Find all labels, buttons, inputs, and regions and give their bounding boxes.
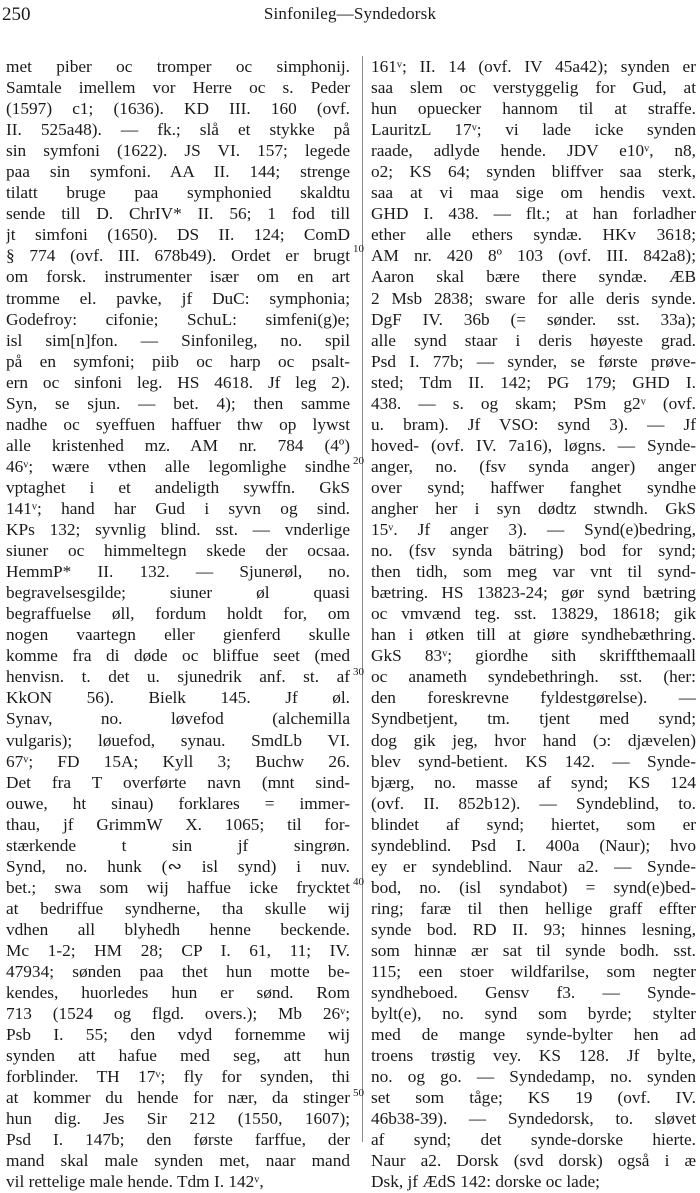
text-line: hoved- (ovf. IV. 7a16), løgns. — Synde- (371, 435, 696, 455)
text-line: oc anameth syndebethringh. sst. (her: (371, 667, 696, 687)
text-line: alle kristenhed mz. AM nr. 784 (4º) (6, 435, 350, 455)
text-line: med de mange synde-bylter hen ad (371, 1025, 696, 1045)
text-line: henvisn. t. det u. sjunedrik anf. st. af (6, 667, 350, 687)
line-number-marker: 10 (353, 243, 364, 255)
text-line: jt simfoni (1650). DS II. 124; ComD (6, 225, 350, 245)
text-line: sted; Tdm II. 142; PG 179; GHD I. (371, 372, 696, 392)
text-line: oc vmvænd teg. sst. 13829, 18618; gik (371, 604, 696, 624)
text-line: no. (fsv synda bätring) bod for synd; (371, 541, 696, 561)
text-line: ey er syndeblind. Naur a2. — Synde- (371, 856, 696, 876)
text-line: nogen vaartegn eller gienferd skulle (6, 625, 350, 645)
text-line: over synd; haffwer fanghet syndhe (371, 477, 696, 497)
text-line: HemmP* II. 132. — Sjunerøl, no. (6, 562, 350, 582)
text-line: vdhen all blyhedh henne beckende. (6, 919, 350, 939)
text-line: vptaghet i et andeligth sywffn. GkS (6, 477, 350, 497)
page-number: 250 (2, 4, 31, 25)
text-line: begravelsesgilde; siuner øl quasi (6, 583, 350, 603)
text-line: bylt(e), no. synd som byrde; stylter (371, 1004, 696, 1024)
text-line: isl sim[n]fon. — Sinfonileg, no. spil (6, 330, 350, 350)
text-line: Synd, no. hunk (∾ isl synd) i nuv. (6, 856, 350, 876)
text-line: Psd I. 147b; den første farffue, der (6, 1130, 350, 1150)
text-line: som hinnæ ær sat til synde bodh. sst. (371, 940, 696, 960)
text-line: 46ᵛ; wære vthen alle legomlighe sindhe (6, 456, 350, 476)
text-line: Dsk, jf ÆdS 142: dorske oc lade; (371, 1172, 600, 1192)
text-line: 161ᵛ; II. 14 (ovf. IV 45a42); synden er (371, 57, 696, 76)
line-number-marker: 50 (353, 1087, 364, 1099)
text-line: syndeblind. Psd I. 400a (Naur); hvo (371, 835, 696, 855)
text-line: kendes, huorledes hun er sønd. Rom (6, 983, 350, 1003)
line-number-marker: 40 (353, 876, 364, 888)
text-line: blindet af synd; hiertet, som er (371, 814, 696, 834)
text-line: den foreskrevne fyldestgørelse). — (371, 688, 696, 708)
text-line: Samtale imellem vor Herre oc s. Peder (6, 78, 350, 98)
text-line: KkON 56). Bielk 145. Jf øl. (6, 688, 350, 708)
running-head: Sinfonileg—Syndedorsk (263, 4, 437, 23)
text-line: 2 Msb 2838; sware for alle deris synde. (371, 288, 696, 308)
text-line: blev synd-betient. KS 142. — Synde- (371, 751, 696, 771)
text-line: saa at vi maa sige om hendis vext. (371, 183, 696, 203)
text-line: KPs 132; syvnlig blind. sst. — vnderlige (6, 520, 350, 540)
text-line: på en symfoni; piib oc harp oc psalt- (6, 351, 350, 371)
text-line: tilatt bruge paa symphonied skaldtu (6, 183, 350, 203)
text-line: synde bod. RD II. 93; hinnes lesning, (371, 919, 696, 939)
text-line: paa sin symfoni. AA II. 144; strenge (6, 162, 350, 182)
text-line: at bedriffue syndherne, tha skulle wij (6, 898, 350, 918)
text-line: 67ᵛ; FD 15A; Kyll 3; Buchw 26. (6, 751, 350, 771)
text-line: 141ᵛ; hand har Gud i syvn og sind. (6, 498, 350, 518)
text-line: dog gik jeg, hvor hand (ↄ: djævelen) (371, 730, 696, 750)
text-line: 438. — s. og skam; PSm g2ᵛ (ovf. (371, 393, 696, 413)
column-divider (362, 56, 363, 1142)
text-line: set som tåge; KS 19 (ovf. IV. (371, 1088, 696, 1108)
text-line: hun opuecker hannom til at straffe. (371, 99, 696, 119)
text-line: ouwe, ht sinau) forklares = immer- (6, 793, 350, 813)
text-line: GHD I. 438. — flt.; at han forladher (371, 204, 696, 224)
text-line: at kommer du hende for nær, da stinger (6, 1088, 350, 1108)
text-line: II. 525a48). — fk.; slå et stykke på (6, 120, 350, 140)
text-line: bet.; swa som wij haffue icke frycktet (6, 877, 350, 897)
text-line: Psb I. 55; den vdyd fornemme wij (6, 1025, 350, 1045)
page-header (0, 4, 700, 28)
text-line: Syndbetjent, tm. tjent med synd; (371, 709, 696, 729)
text-line: no. og go. — Syndedamp, no. synden (371, 1067, 696, 1087)
text-line: AM nr. 420 8º 103 (ovf. III. 842a8); (371, 246, 696, 266)
text-line: met piber oc tromper oc simphonij. (6, 57, 350, 76)
text-line: synden att hafue med seg, att hun (6, 1046, 350, 1066)
text-line: o2; KS 64; synden bliffver saa sterk, (371, 162, 696, 182)
text-line: saa slem oc verstyggelig for Gud, at (371, 78, 696, 98)
text-line: troens trøstig vey. KS 128. Jf bylte, (371, 1046, 696, 1066)
text-line: vulgaris); løuefod, synau. SmdLb VI. (6, 730, 350, 750)
text-line: ether alle ethers syndæ. HKv 3618; (371, 225, 696, 245)
text-line: § 774 (ovf. III. 678b49). Ordet er brugt (6, 246, 350, 266)
text-line: vil rettelige male hende. Tdm I. 142ᵛ, (6, 1172, 264, 1192)
text-line: 115; een stoer wildfarilse, som negter (371, 962, 696, 982)
text-line: Naur a2. Dorsk (svd dorsk) også i æ (371, 1151, 696, 1171)
text-line: begraffuelse øll, fordum holdt for, om (6, 604, 350, 624)
text-line: Det fra T overførte navn (mnt sind- (6, 772, 350, 792)
text-line: syndheboed. Gensv f3. — Synde- (371, 983, 696, 1003)
text-line: siuner oc himmeltegn skede der ocsaa. (6, 541, 350, 561)
text-line: sin symfoni (1622). JS VI. 157; legede (6, 141, 350, 161)
text-line: hun dig. Jes Sir 212 (1550, 1607); (6, 1109, 350, 1129)
text-line: nadhe oc syeffuen haffuer thw op lywst (6, 414, 350, 434)
text-line: forblinder. TH 17ᵛ; fly for synden, thi (6, 1067, 350, 1087)
text-line: han i øtken till at giøre syndhebæthring. (371, 625, 696, 645)
line-number-marker: 30 (353, 666, 364, 678)
text-line: then tidh, som meg var vnt til synd- (371, 562, 696, 582)
text-line: LauritzL 17ᵛ; vi lade icke synden (371, 120, 696, 140)
text-line: mand skal male synden met, naar mand (6, 1151, 350, 1171)
text-line: komme fra di døde oc bliffue seet (med (6, 646, 350, 666)
text-line: tromme el. pavke, jf DuC: symphonia; (6, 288, 350, 308)
text-line: alle synd staar i deris høyeste grad. (371, 330, 696, 350)
text-line: bod, no. (isl syndabot) = synd(e)bed- (371, 877, 696, 897)
text-line: GkS 83ᵛ; giordhe sith skriffthemaall (371, 646, 696, 666)
text-line: Godefroy: cifonie; SchuL: simfeni(g)e; (6, 309, 350, 329)
text-line: raade, adlyde hende. JDV e10ᵛ, n8, (371, 141, 696, 161)
left-column (6, 56, 350, 1193)
text-line: u. bram). Jf VSO: synd 3). — Jf (371, 414, 696, 434)
text-line: Mc 1-2; HM 28; CP I. 61, 11; IV. (6, 940, 350, 960)
text-line: anger, no. (fsv synda anger) anger (371, 456, 696, 476)
text-line: angher her i syn dødtz stwndh. GkS (371, 498, 696, 518)
text-line: Aaron skal bære there syndæ. ÆB (371, 267, 696, 287)
text-line: bjærg, no. masse af synd; KS 124 (371, 772, 696, 792)
text-line: thau, jf GrimmW X. 1065; til for- (6, 814, 350, 834)
text-line: (1597) c1; (1636). KD III. 160 (ovf. (6, 99, 350, 119)
text-line: bætring. HS 13823-24; gør synd bætring (371, 583, 696, 603)
text-line: 15ᵛ. Jf anger 3). — Synd(e)bedring, (371, 520, 696, 540)
text-line: Syn, se sjun. — bet. 4); then samme (6, 393, 350, 413)
text-line: om forsk. instrumenter især om en art (6, 267, 350, 287)
text-line: ern oc sinfoni leg. HS 4618. Jf leg 2). (6, 372, 350, 392)
text-line: DgF IV. 36b (= sønder. sst. 33a); (371, 309, 696, 329)
text-line: sende till D. ChrIV* II. 56; 1 fod till (6, 204, 350, 224)
right-column (371, 56, 696, 1193)
text-line: (ovf. II. 852b12). — Syndeblind, to. (371, 793, 696, 813)
text-line: Psd I. 77b; — synder, se første prøve- (371, 351, 696, 371)
text-line: ring; faræ til then hellige graff effter (371, 898, 696, 918)
text-line: Synav, no. løvefod (alchemilla (6, 709, 350, 729)
line-number-marker: 20 (353, 455, 364, 467)
text-line: 47934; sønden paa thet hun motte be- (6, 962, 350, 982)
text-line: stærkende t sin jf singrøn. (6, 835, 350, 855)
text-line: 713 (1524 og flgd. overs.); Mb 26ᵛ; (6, 1004, 350, 1024)
text-line: 46b38-39). — Syndedorsk, to. sløvet (371, 1109, 696, 1129)
text-line: af synd; det synde-dorske hierte. (371, 1130, 696, 1150)
